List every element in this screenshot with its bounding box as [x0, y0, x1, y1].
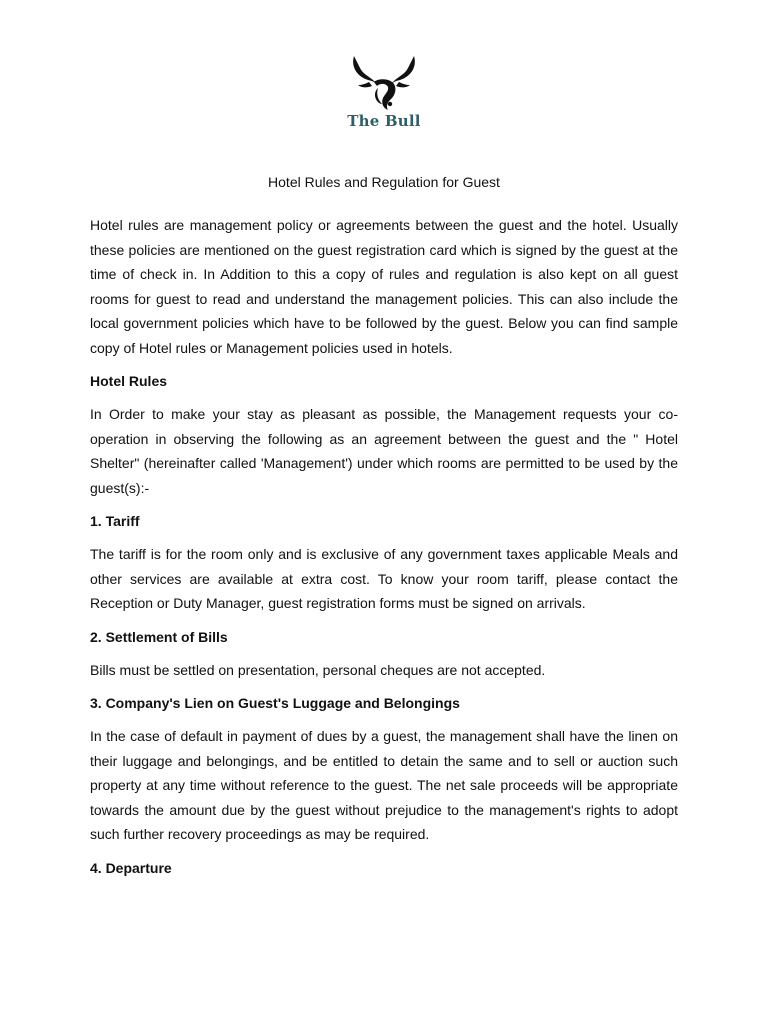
brand-name: The Bull [347, 112, 421, 130]
section-body-lien: In the case of default in payment of dues by a guest, the management shall have the linen on their luggage and belongings, and be entitled to detain the same and to sell or auction such property at any time without reference to the guest. The net sale proceeds will be appropriate towards the amount due by the guest without prejudice to the management's rights to adopt such further recovery proceedings as may be required. [90, 728, 678, 842]
page-title: Hotel Rules and Regulation for Guest [268, 174, 500, 190]
section-heading-lien: 3. Company's Lien on Guest's Luggage and Belongings [90, 695, 460, 711]
rules-intro-paragraph: In Order to make your stay as pleasant as possible, the Management requests your co-operation in observing the following as an agreement between the guest and the " Hotel Shelter" (hereinafter called 'Management') under which rooms are permitted to be used by the guest(s):- [90, 406, 678, 496]
section-heading-settlement: 2. Settlement of Bills [90, 628, 228, 645]
document-body [90, 171, 678, 889]
hotel-rules-heading: Hotel Rules [90, 373, 168, 389]
section-body-tariff: The tariff is for the room only and is exclusive of any government taxes applicable Meals and other services are available at extra cost. To know your room tariff, please contact the Reception or Duty Manager, guest registration forms must be signed on arrivals. [90, 546, 678, 611]
section-heading-tariff: 1. Tariff [90, 513, 140, 529]
section-heading-departure: 4. Departure [90, 859, 172, 876]
section-body-settlement: Bills must be settled on presentation, personal cheques are not accepted. [90, 661, 546, 678]
brand-logo [336, 52, 432, 134]
bull-head-icon [348, 52, 420, 114]
intro-paragraph: Hotel rules are management policy or agreements between the guest and the hotel. Usually these policies are mentioned on the guest registration card which is signed by the guest at the time of check in. In Addition to this a copy of rules and regulation is also kept on all guest rooms for guest to read and understand the management policies. This can also include the local government policies which have to be followed by the guest. Below you can find sample copy of Hotel rules or Management policies used in hotels. [90, 217, 678, 356]
